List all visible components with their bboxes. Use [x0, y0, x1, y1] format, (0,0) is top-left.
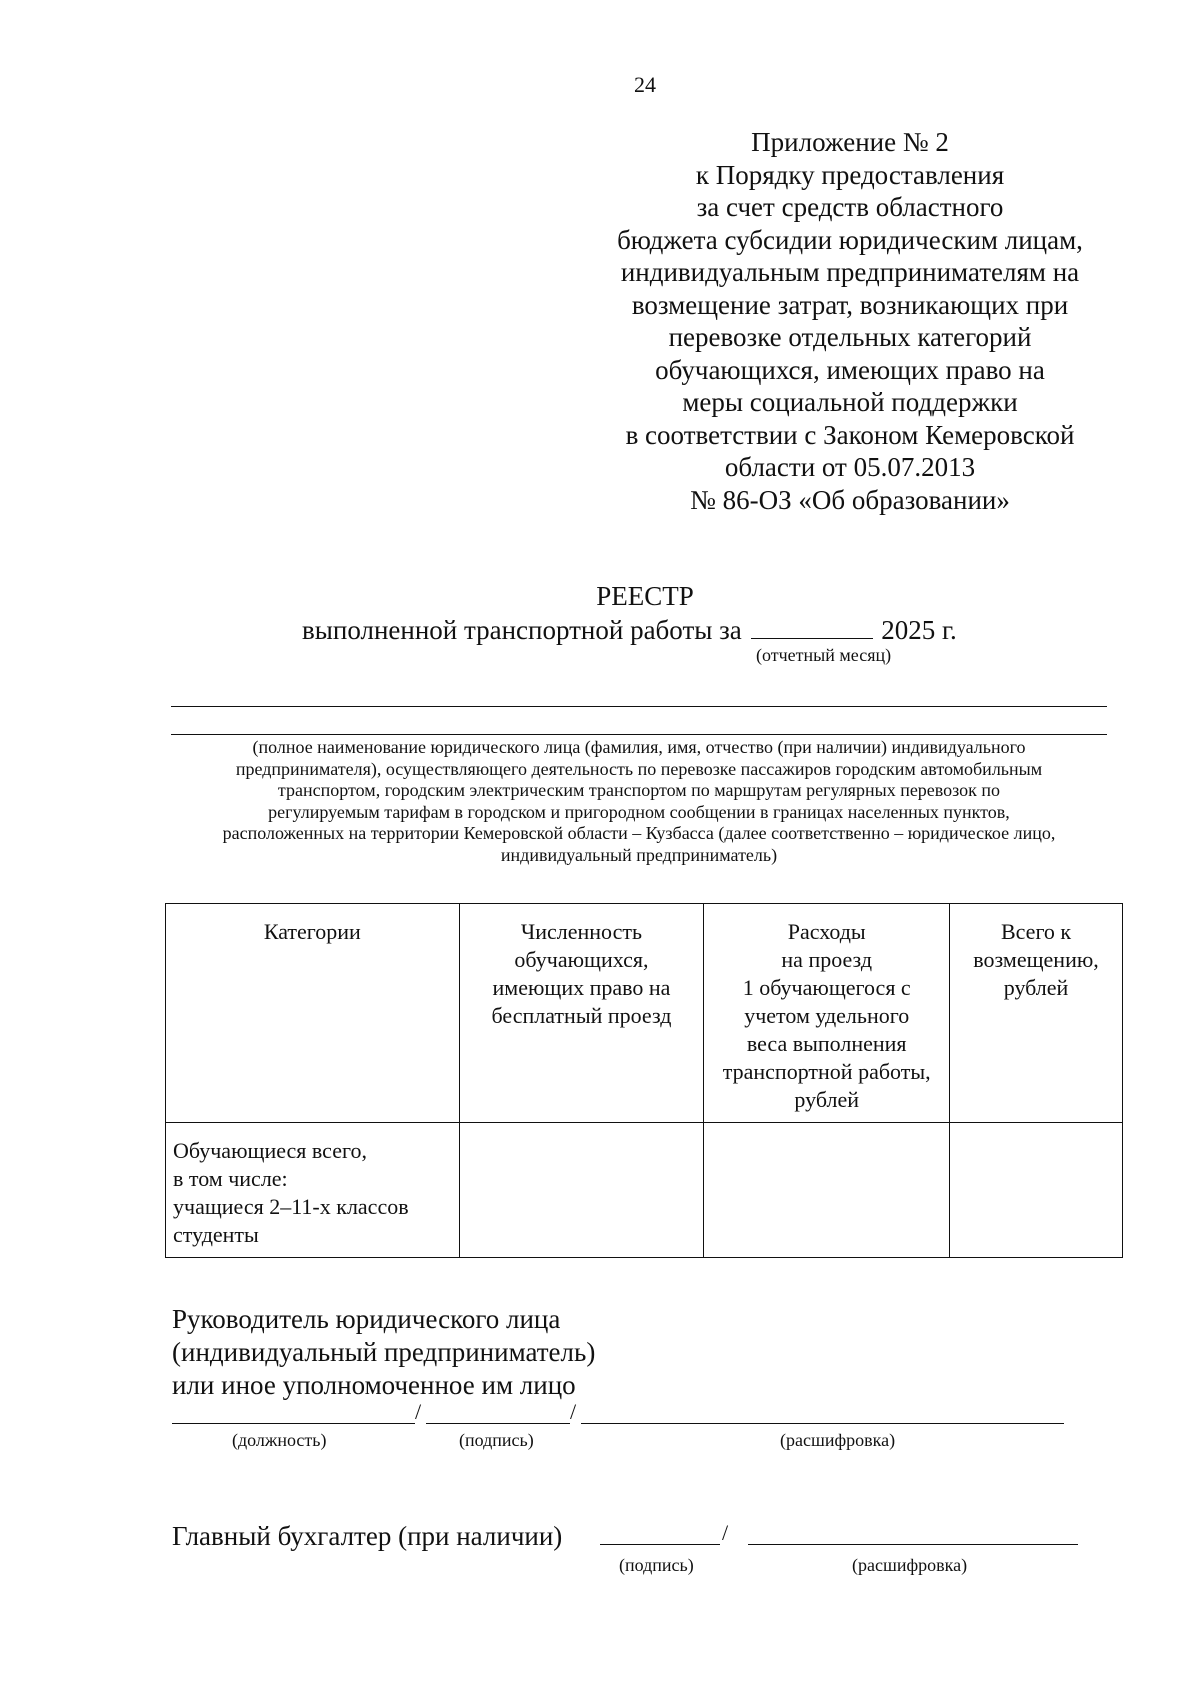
cell-student-count[interactable]: [459, 1123, 704, 1258]
appendix-line: № 86-ОЗ «Об образовании»: [690, 484, 1010, 515]
header-categories: Категории: [166, 904, 460, 1123]
header-total-reimbursement: Всего к возмещению, рублей: [950, 904, 1123, 1123]
caption-decoding: (расшифровка): [780, 1430, 896, 1450]
entity-caption-line: регулируемым тарифам в городском и пригородном сообщении в границах населенных пунктов,: [268, 801, 1010, 822]
appendix-line: меры социальной поддержки: [682, 387, 1018, 417]
appendix-line: за счет средств областного: [696, 192, 1004, 222]
appendix-line: индивидуальным предпринимателям на: [620, 257, 1080, 287]
entity-caption: [165, 737, 1113, 867]
signature-fields-row: [172, 1399, 1072, 1427]
registry-table: [165, 903, 1123, 1258]
appendix-line: возмещение затрат, возникающих при: [631, 289, 1069, 320]
entity-name-line-1[interactable]: [171, 706, 1107, 707]
appendix-line: в соответствии с Законом Кемеровской: [625, 419, 1075, 450]
caption-position: (должность): [232, 1430, 327, 1450]
chief-decoding-blank-field[interactable]: [748, 1544, 1078, 1545]
cell-travel-expenses[interactable]: [704, 1123, 950, 1258]
month-caption: (отчетный месяц): [756, 645, 892, 665]
appendix-line: Приложение № 2: [751, 127, 949, 157]
signature-line: Руководитель юридического лица: [172, 1304, 561, 1334]
slash-separator: /: [570, 1399, 577, 1424]
appendix-line: обучающихся, имеющих право на: [655, 354, 1045, 385]
appendix-line: бюджета субсидии юридическим лицам,: [617, 224, 1083, 255]
position-blank-field[interactable]: [172, 1423, 415, 1424]
slash-separator: /: [415, 1399, 422, 1424]
appendix-header: [600, 126, 1100, 516]
entity-caption-line: транспортом, городским электрическим транспортом по маршрутам регулярных перевозок по: [277, 780, 1001, 801]
chief-signature-blank-field[interactable]: [600, 1544, 720, 1545]
decoding-blank-field[interactable]: [581, 1423, 1064, 1424]
slash-separator: /: [722, 1520, 729, 1545]
entity-caption-line: (полное наименование юридического лица (фамилия, имя, отчество (при наличии) индивидуального: [252, 737, 1026, 757]
chief-caption-decoding: (расшифровка): [852, 1555, 968, 1575]
chief-fields-row: [600, 1520, 1080, 1548]
caption-signature: (подпись): [459, 1430, 534, 1450]
entity-caption-line: индивидуальный предприниматель): [500, 844, 778, 865]
signature-line: или иное уполномоченное им лицо: [172, 1370, 576, 1400]
signature-line: (индивидуальный предприниматель): [172, 1337, 596, 1367]
signature-block: [172, 1303, 595, 1402]
signature-blank-field[interactable]: [426, 1423, 570, 1424]
entity-caption-line: расположенных на территории Кемеровской области – Кузбасса (далее соответственно – юридическое лицо,: [222, 823, 1056, 844]
table-header-row: [166, 904, 1123, 1123]
chief-accountant-label: Главный бухгалтер (при наличии): [172, 1521, 563, 1551]
page-number: 24: [634, 72, 656, 97]
document-subtitle: [302, 614, 957, 646]
header-student-count: Численность обучающихся, имеющих право на бесплатный проезд: [459, 904, 704, 1123]
chief-caption-signature: (подпись): [619, 1555, 694, 1575]
appendix-line: области от 05.07.2013: [724, 452, 976, 482]
appendix-line: перевозке отдельных категорий: [668, 322, 1032, 352]
row-label-students: Обучающиеся всего, в том числе: учащиеся 2–11-х классов студенты: [166, 1123, 460, 1258]
header-travel-expenses: Расходы на проезд 1 обучающегося с учетом удельного веса выполнения транспортной работы, рублей: [704, 904, 950, 1123]
subtitle-suffix: 2025 г.: [881, 615, 957, 645]
document-title: РЕЕСТР: [596, 581, 694, 611]
month-blank-field[interactable]: [751, 614, 873, 639]
appendix-line: к Порядку предоставления: [695, 159, 1005, 190]
cell-total-reimbursement[interactable]: [950, 1123, 1123, 1258]
entity-caption-line: предпринимателя), осуществляющего деятельность по перевозке пассажиров городским автомобильным: [235, 758, 1043, 779]
table-row: [166, 1123, 1123, 1258]
subtitle-prefix: выполненной транспортной работы за: [302, 615, 742, 645]
entity-name-line-2[interactable]: [171, 734, 1107, 735]
